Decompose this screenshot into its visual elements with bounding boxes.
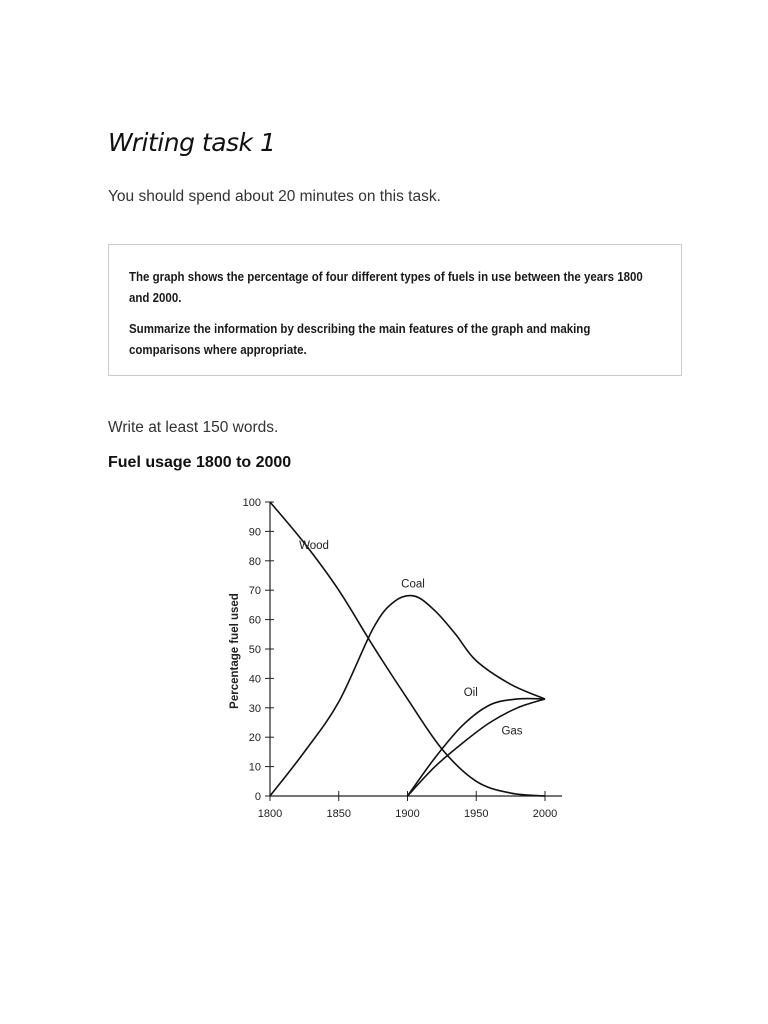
- series-line-coal: [270, 596, 545, 796]
- y-tick-label: 80: [248, 555, 261, 568]
- series-label-coal: Coal: [401, 578, 425, 591]
- x-tick-label: 1950: [464, 808, 489, 820]
- time-instruction: You should spend about 20 minutes on this task.: [108, 188, 441, 205]
- x-tick-label: 1850: [326, 808, 351, 820]
- y-tick-label: 90: [248, 526, 261, 539]
- y-tick-label: 70: [248, 585, 261, 598]
- word-requirement: Write at least 150 words.: [108, 419, 279, 436]
- y-tick-label: 30: [248, 702, 261, 715]
- y-tick-label: 20: [248, 732, 261, 745]
- y-tick-label: 40: [248, 673, 261, 686]
- chart-heading: Fuel usage 1800 to 2000: [108, 454, 292, 471]
- series-label-wood: Wood: [299, 540, 329, 553]
- x-tick-label: 2000: [532, 808, 558, 820]
- page-title: Writing task 1: [108, 128, 276, 157]
- series-label-gas: Gas: [501, 725, 523, 738]
- y-tick-label: 50: [248, 644, 261, 656]
- y-axis-label: Percentage fuel used: [229, 593, 241, 709]
- task-description: The graph shows the percentage of four different types of fuels in use between the years 1800 and 2000.: [129, 270, 643, 305]
- y-tick-label: 0: [254, 791, 261, 803]
- x-tick-label: 1900: [395, 808, 420, 820]
- y-tick-label: 100: [242, 497, 261, 509]
- y-tick-label: 10: [248, 761, 261, 774]
- y-tick-label: 60: [248, 614, 261, 627]
- task-directions: Summarize the information by describing the main features of the graph and making comparisons where appropriate.: [129, 322, 591, 357]
- x-tick-label: 1800: [257, 808, 283, 820]
- series-label-oil: Oil: [463, 687, 478, 700]
